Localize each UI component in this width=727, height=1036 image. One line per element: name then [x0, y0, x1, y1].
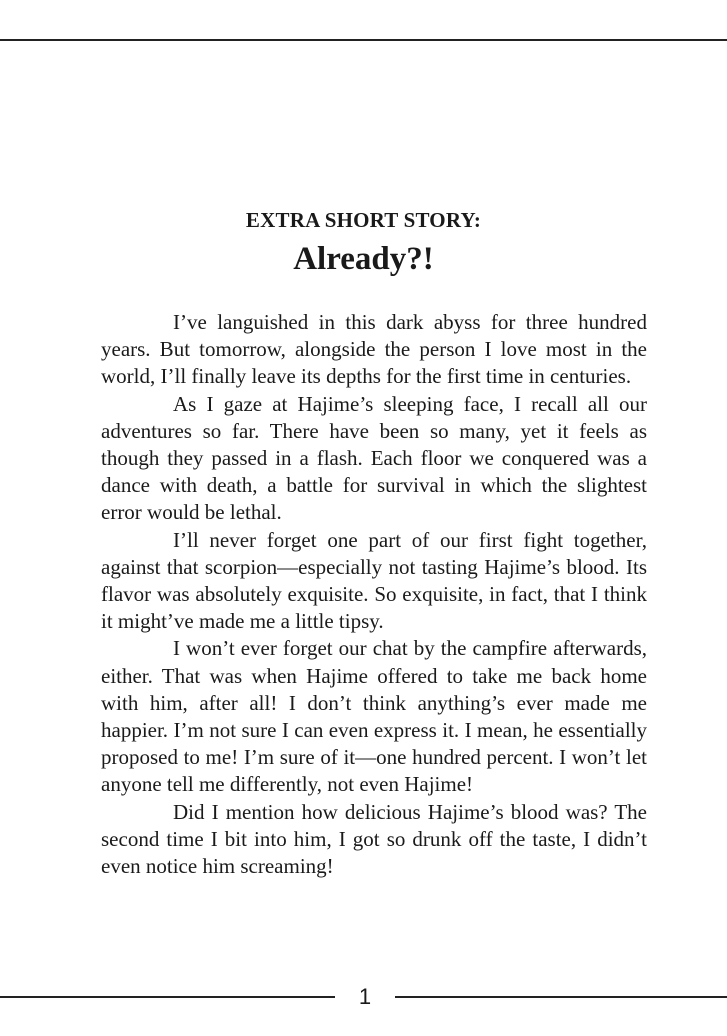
paragraph: As I gaze at Hajime’s sleeping face, I recall all our adventures so far. There have been so many, yet it feels as though they passed in a flash. Each floor we conquered was a dance with death, a battle for survival in which the slightest error would be lethal.	[101, 391, 647, 525]
paragraph: I’ll never forget one part of our first fight together, against that scorpion—especially not tasting Hajime’s blood. Its flavor was absolutely exquisite. So exquisite, in fact, that I think it might’ve made me a little tipsy.	[101, 527, 647, 634]
top-rule	[0, 39, 727, 41]
story-body	[101, 309, 647, 880]
paragraph: Did I mention how delicious Hajime’s blood was? The second time I bit into him, I got so drunk off the taste, I didn’t even notice him screaming!	[101, 799, 647, 879]
chapter-kicker: EXTRA SHORT STORY:	[245, 208, 482, 232]
paragraph: I’ve languished in this dark abyss for three hundred years. But tomorrow, alongside the person I love most in the world, I’ll finally leave its depths for the first time in centuries.	[101, 310, 647, 389]
paragraph: I won’t ever forget our chat by the campfire afterwards, either. That was when Hajime offered to take me back home with him, after all! I don’t think anything’s ever made me happier. I’m not sure I can even express it. I mean, he essentially proposed to me! I’m sure of it—one hundred percent. I won’t let anyone tell me differently, not even Hajime!	[101, 636, 647, 797]
footer-rule-left	[0, 996, 335, 998]
footer-rule-right	[395, 996, 727, 998]
chapter-title: Already?!	[293, 241, 434, 277]
page-number: 1	[358, 984, 372, 1009]
